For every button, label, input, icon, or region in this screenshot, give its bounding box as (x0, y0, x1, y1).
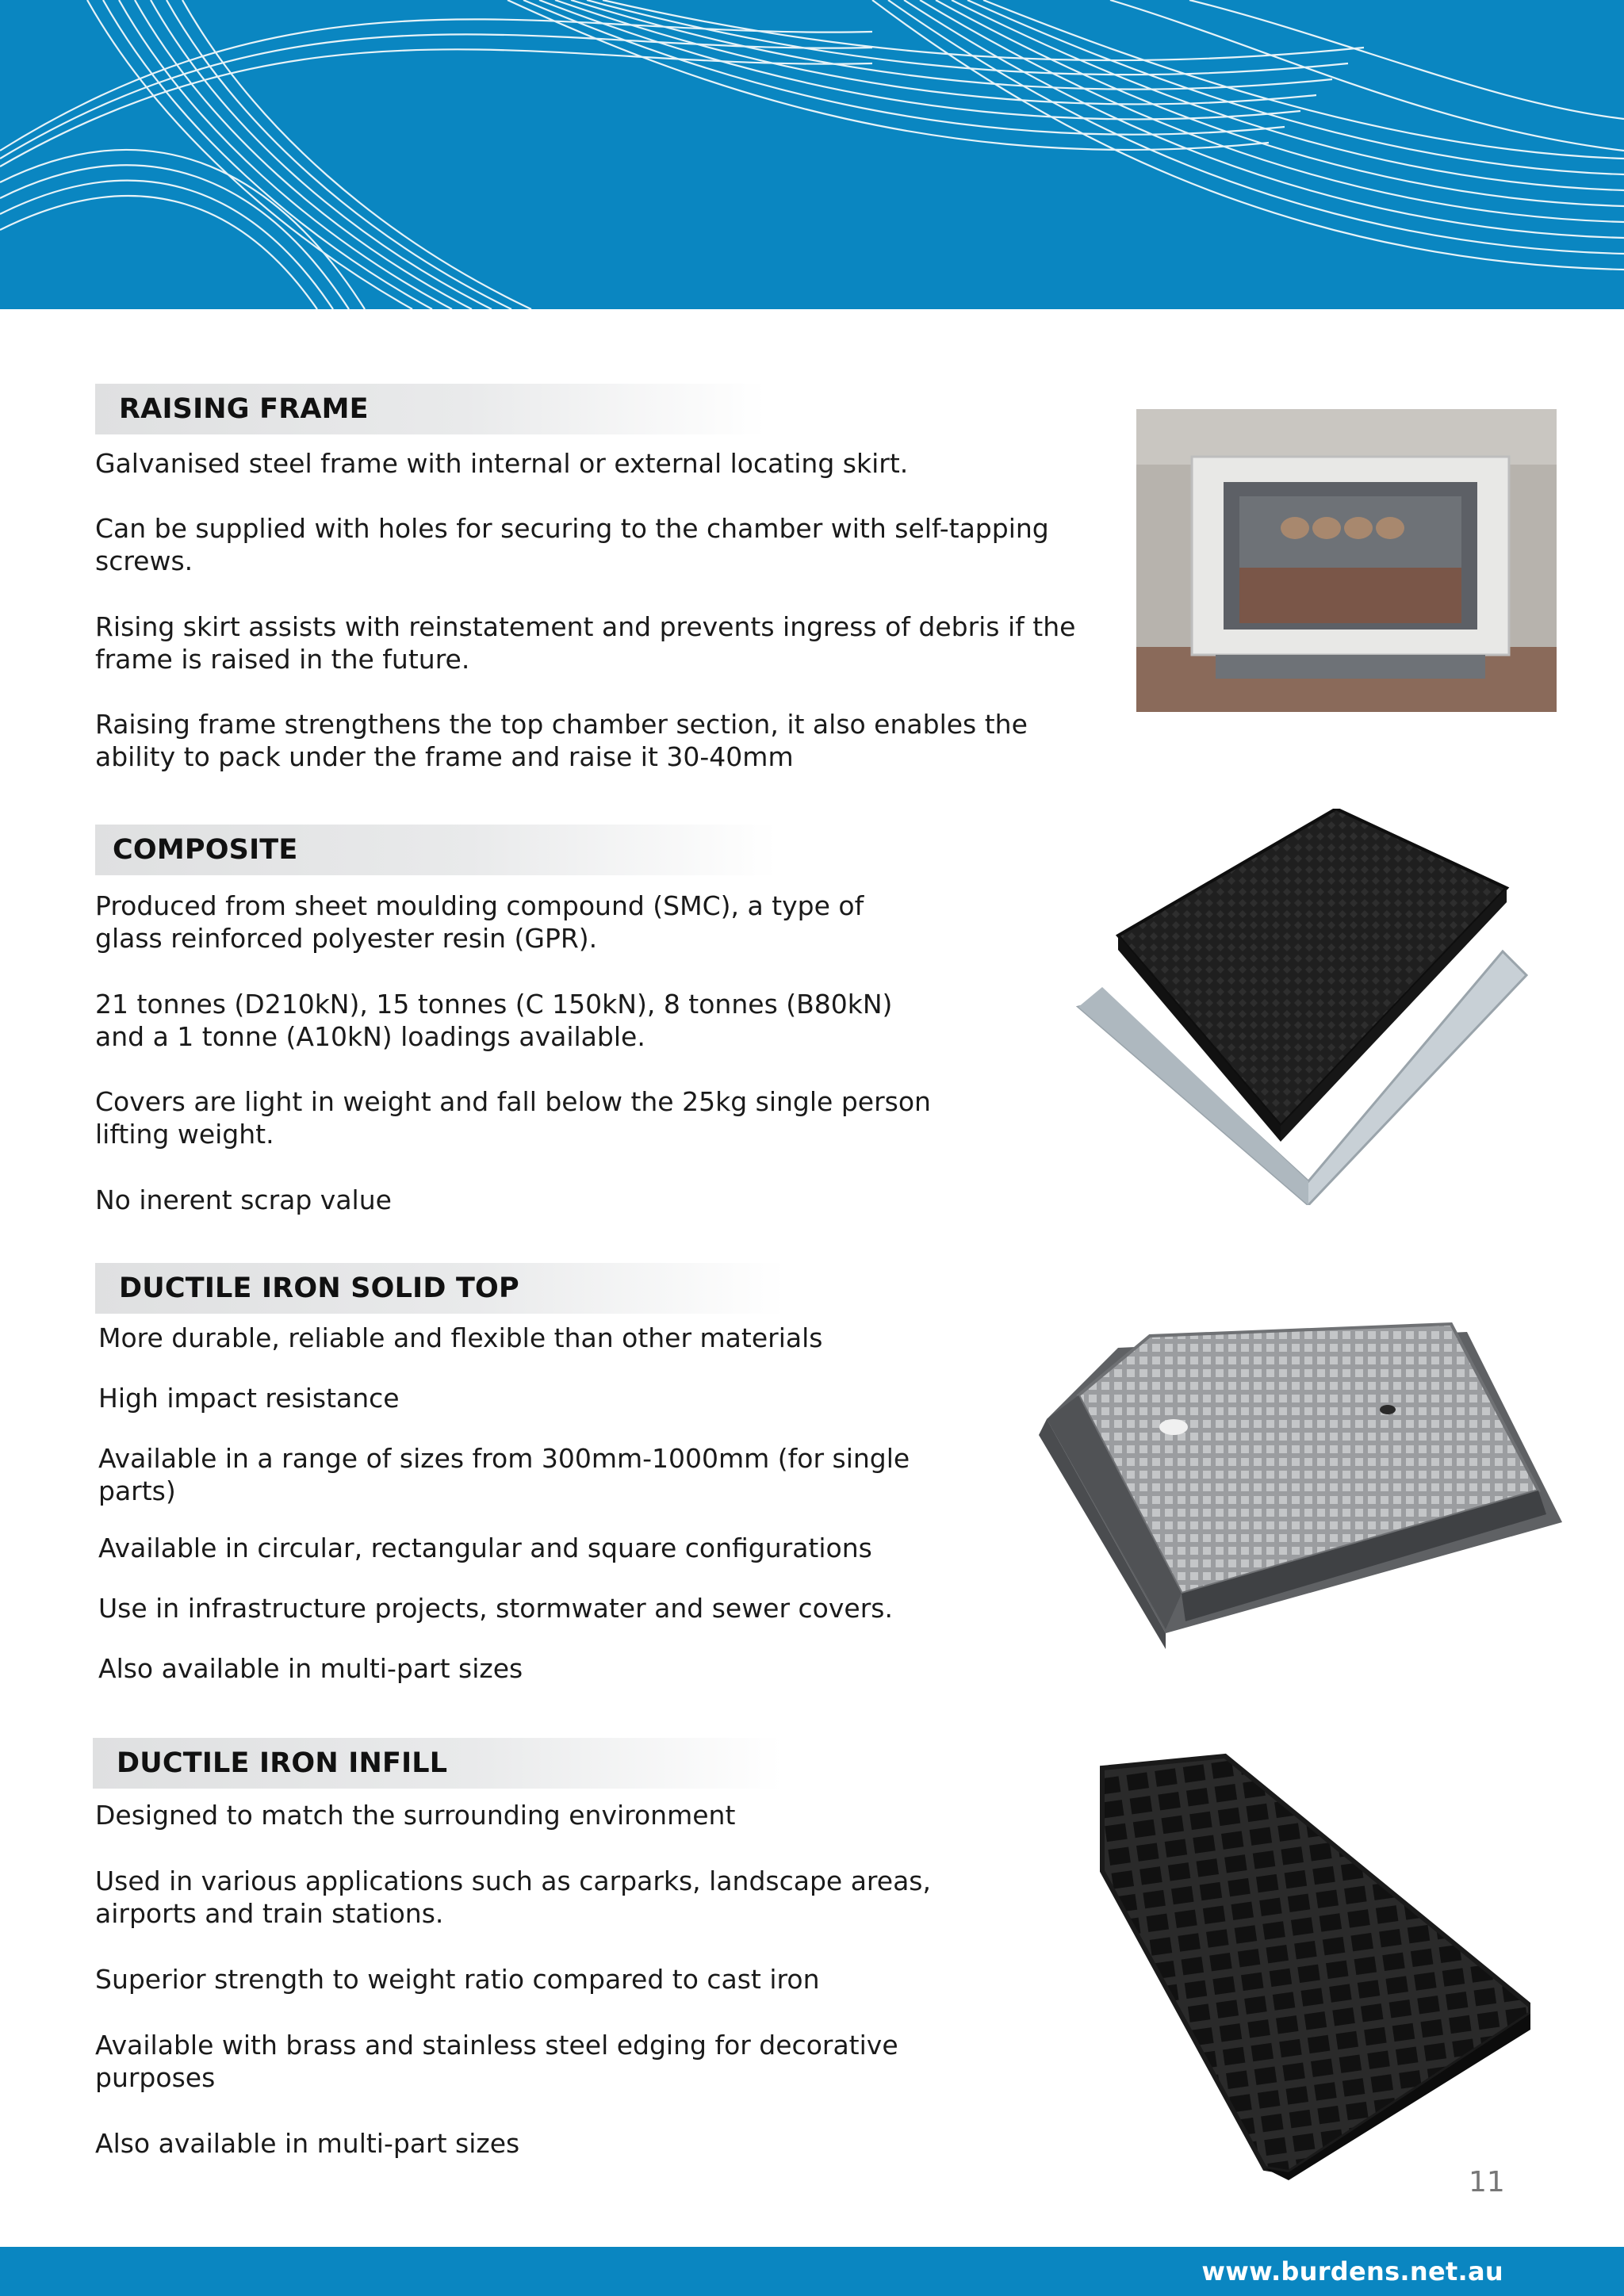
section-heading-bar (93, 1738, 783, 1789)
decorative-wave-lines (0, 0, 1624, 309)
section-paragraph: Use in infrastructure projects, stormwater and sewer covers. (98, 1593, 893, 1624)
section-paragraph: Also available in multi-part sizes (95, 2128, 520, 2159)
header-banner (0, 0, 1624, 309)
section-title: DUCTILE IRON SOLID TOP (119, 1272, 519, 1304)
section-title: DUCTILE IRON INFILL (117, 1747, 448, 1779)
section-heading-bar (95, 384, 766, 434)
section-paragraph: Used in various applications such as carparks, landscape areas, airports and train stations. (95, 1866, 931, 1929)
section-paragraph: More durable, reliable and flexible than other materials (98, 1322, 823, 1353)
section-paragraph: Available in circular, rectangular and square configurations (98, 1533, 872, 1563)
footer-website-link[interactable]: www.burdens.net.au (1201, 2256, 1503, 2286)
section-paragraph: High impact resistance (98, 1383, 400, 1414)
section-paragraph: Raising frame strengthens the top chamber section, it also enables the ability to pack under the frame and raise it 30-40mm (95, 709, 1028, 772)
section-paragraph: Superior strength to weight ratio compared to cast iron (95, 1964, 820, 1995)
section-paragraph: Covers are light in weight and fall below the 25kg single person lifting weight. (95, 1086, 931, 1150)
footer-bar (0, 2247, 1624, 2296)
section-paragraph: Also available in multi-part sizes (98, 1653, 523, 1684)
composite-cover-photo (1071, 809, 1530, 1205)
section-paragraph: Available in a range of sizes from 300mm-1000mm (for single parts) (98, 1443, 910, 1506)
ductile-iron-infill-photo (1090, 1752, 1530, 2180)
section-paragraph: Rising skirt assists with reinstatement and prevents ingress of debris if the frame is raised in the future. (95, 611, 1076, 675)
page-number: 11 (1469, 2166, 1505, 2198)
section-heading-bar (95, 825, 777, 875)
section-paragraph: Available with brass and stainless steel edging for decorative purposes (95, 2030, 898, 2093)
section-paragraph: 21 tonnes (D210kN), 15 tonnes (C 150kN), 8 tonnes (B80kN) and a 1 tonne (A10kN) loadings available. (95, 989, 893, 1052)
section-paragraph: No inerent scrap value (95, 1184, 392, 1215)
section-paragraph: Galvanised steel frame with internal or external locating skirt. (95, 448, 909, 479)
section-title: RAISING FRAME (119, 393, 369, 425)
section-paragraph: Designed to match the surrounding environment (95, 1800, 736, 1831)
section-title: COMPOSITE (113, 834, 298, 866)
section-paragraph: Produced from sheet moulding compound (SMC), a type of glass reinforced polyester resin (GPR). (95, 890, 864, 954)
ductile-iron-solid-top-photo (1023, 1316, 1570, 1649)
raising-frame-photo (1136, 409, 1557, 712)
section-paragraph: Can be supplied with holes for securing to the chamber with self-tapping screws. (95, 513, 1049, 576)
section-heading-bar (95, 1263, 785, 1314)
